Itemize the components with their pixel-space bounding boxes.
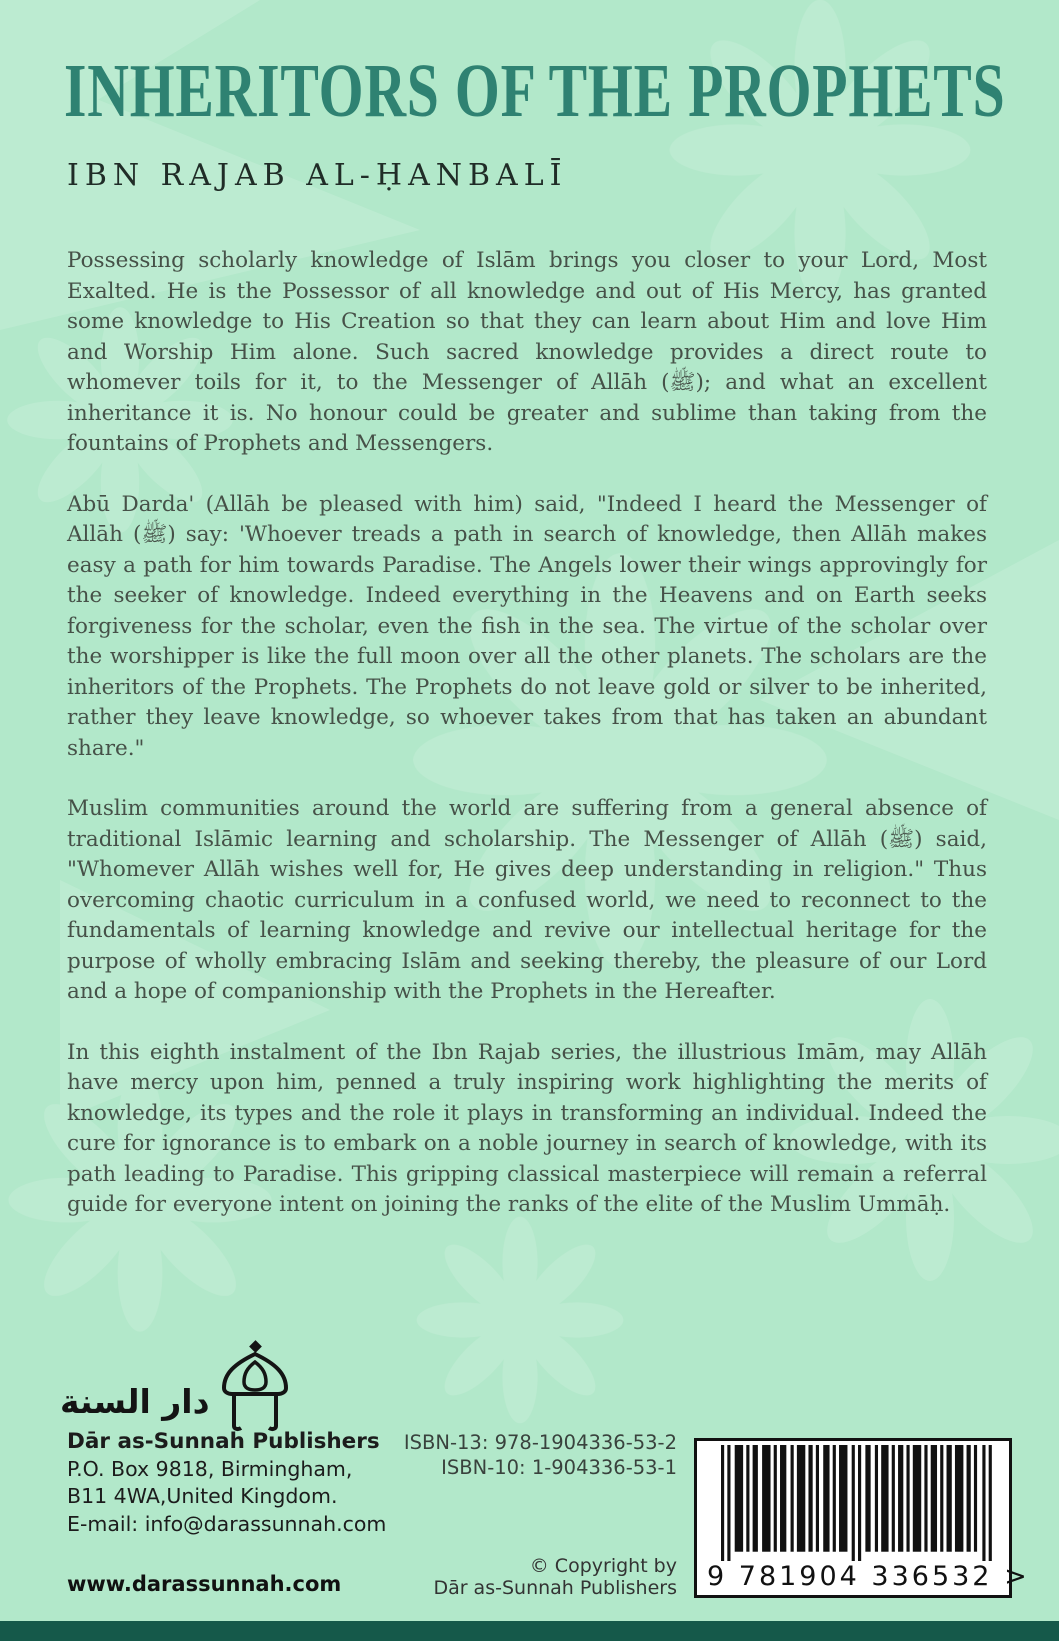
cover-bottom-edge-strip [0, 1621, 1059, 1641]
publisher-logo [60, 1340, 298, 1432]
back-cover-blurb [67, 246, 987, 1251]
publisher-info [67, 1428, 386, 1538]
book-title-text: INHERITORS OF THE PROPHETS [64, 49, 1006, 133]
book-title [64, 50, 1059, 134]
copyright-line2: Dār as-Sunnah Publishers [433, 1577, 677, 1599]
barcode-bars-icon [721, 1445, 995, 1561]
publisher-logo-arabic-text: دار السنة [60, 1382, 210, 1421]
copyright-line1: © Copyright by [529, 1555, 677, 1577]
copyright-notice [395, 1555, 677, 1599]
author-name: IBN RAJAB AL-ḤANBALĪ [67, 158, 568, 193]
blurb-paragraph-4: In this eighth instalment of the Ibn Rajab series, the illustrious Imām, may Allāh have mercy upon him, penned a truly inspiring work highlighting the merits of knowledge, its types and the role it plays in transforming an individual. Indeed the cure for ignorance is to embark on a noble journey in search of knowledge, with its path leading to Paradise. This gripping classical masterpiece will remain a referral guide for everyone intent on joining the ranks of the elite of the Muslim Ummāḥ. [67, 1039, 987, 1217]
publisher-address-line2: B11 4WA,United Kingdom. [67, 1484, 338, 1508]
barcode [694, 1438, 1030, 1598]
mosque-dome-icon [212, 1340, 298, 1432]
publisher-name: Dār as-Sunnah Publishers [67, 1429, 380, 1454]
publisher-address-line1: P.O. Box 9818, Birmingham, [67, 1456, 353, 1481]
isbn-block [395, 1430, 677, 1480]
blurb-paragraph-3: Muslim communities around the world are suffering from a general absence of traditional Islāmic learning and scholarship. The Messenger of Allāh (ﷺ) said, "Whomever Allāh wishes well for, He gives deep understanding in religion." Thus overcoming chaotic curriculum in a confused world, we need to reconnect to the fundamentals of learning knowledge and revive our intellectual heritage for the purpose of wholly embracing Islām and seeking thereby, the pleasure of our Lord and a hope of companionship with the Prophets in the Hereafter. [67, 796, 987, 1004]
publisher-website: www.darassunnah.com [67, 1572, 342, 1596]
isbn-10: ISBN-10: 1-904336-53-1 [441, 1456, 677, 1479]
isbn-13: ISBN-13: 978-1904336-53-2 [403, 1431, 677, 1454]
blurb-paragraph-2: Abū Darda' (Allāh be pleased with him) said, "Indeed I heard the Messenger of Allāh (ﷺ) say: 'Whoever treads a path in search of knowledge, then Allāh makes easy a path for him towards Paradise. The Angels lower their wings approvingly for the seeker of knowledge. Indeed everything in the Heavens and on Earth seeks forgiveness for the scholar, even the fish in the sea. The virtue of the scholar over the worshipper is like the full moon over all the other planets. The scholars are the inheritors of the Prophets. The Prophets do not leave gold or silver to be inherited, rather they leave knowledge, so whoever takes from that has taken an abundant share." [67, 491, 988, 761]
barcode-digits: 9 781904 336532 > [707, 1561, 1030, 1592]
publisher-email: E-mail: info@darassunnah.com [67, 1511, 387, 1536]
blurb-paragraph-1: Possessing scholarly knowledge of Islām brings you closer to your Lord, Most Exalted. He is the Possessor of all knowledge and out of His Mercy, has granted some knowledge to His Creation so that they can learn about Him and love Him and Worship Him alone. Such sacred knowledge provides a direct route to whomever toils for it, to the Messenger of Allāh (ﷺ); and what an excellent inheritance it is. No honour could be greater and sublime than taking from the fountains of Prophets and Messengers. [67, 248, 987, 456]
